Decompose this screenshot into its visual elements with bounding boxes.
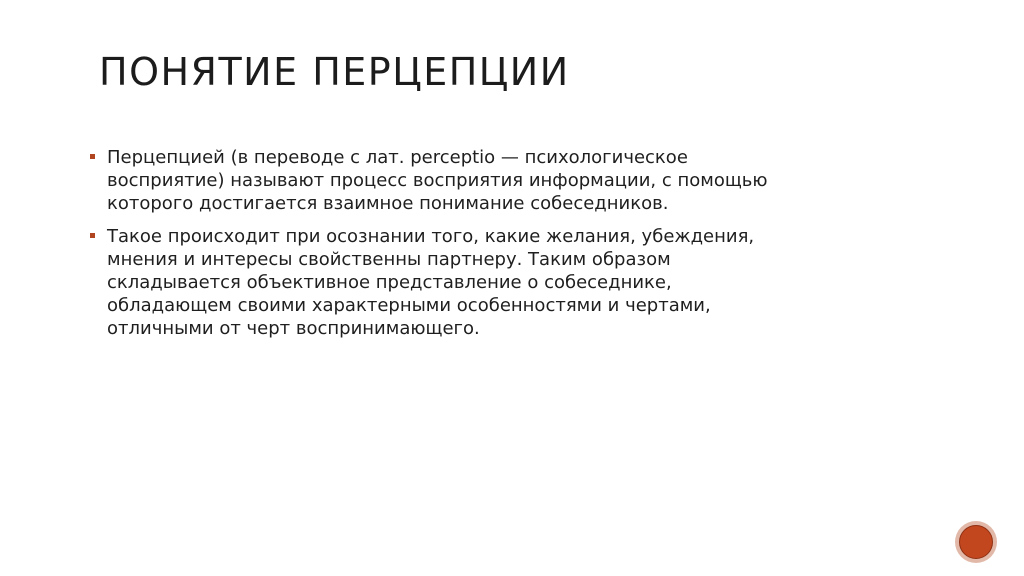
bullet-line: обладающем своими характерными особенностями и чертами, <box>107 295 711 316</box>
circle-badge-inner <box>959 525 993 559</box>
bullet-line: складывается объективное представление о собеседнике, <box>107 272 672 293</box>
bullet-line: восприятие) называют процесс восприятия информации, с помощью <box>107 170 768 191</box>
bullet-line: Перцепцией (в переводе с лат. perceptio — психологическое <box>107 147 688 168</box>
slide-title: ПОНЯТИЕ ПЕРЦЕПЦИИ <box>99 50 570 94</box>
bullet-item <box>89 225 919 340</box>
bullet-line: мнения и интересы свойственны партнеру. Таким образом <box>107 249 671 270</box>
bullet-line: отличными от черт воспринимающего. <box>107 318 480 339</box>
bullet-list <box>89 146 919 350</box>
square-bullet-icon <box>90 233 95 238</box>
square-bullet-icon <box>90 154 95 159</box>
bullet-text <box>107 146 919 215</box>
bullet-text <box>107 225 919 340</box>
bullet-item <box>89 146 919 215</box>
bullet-line: Такое происходит при осознании того, какие желания, убеждения, <box>107 226 755 247</box>
circle-badge-icon <box>955 521 997 563</box>
bullet-line: которого достигается взаимное понимание собеседников. <box>107 193 669 214</box>
